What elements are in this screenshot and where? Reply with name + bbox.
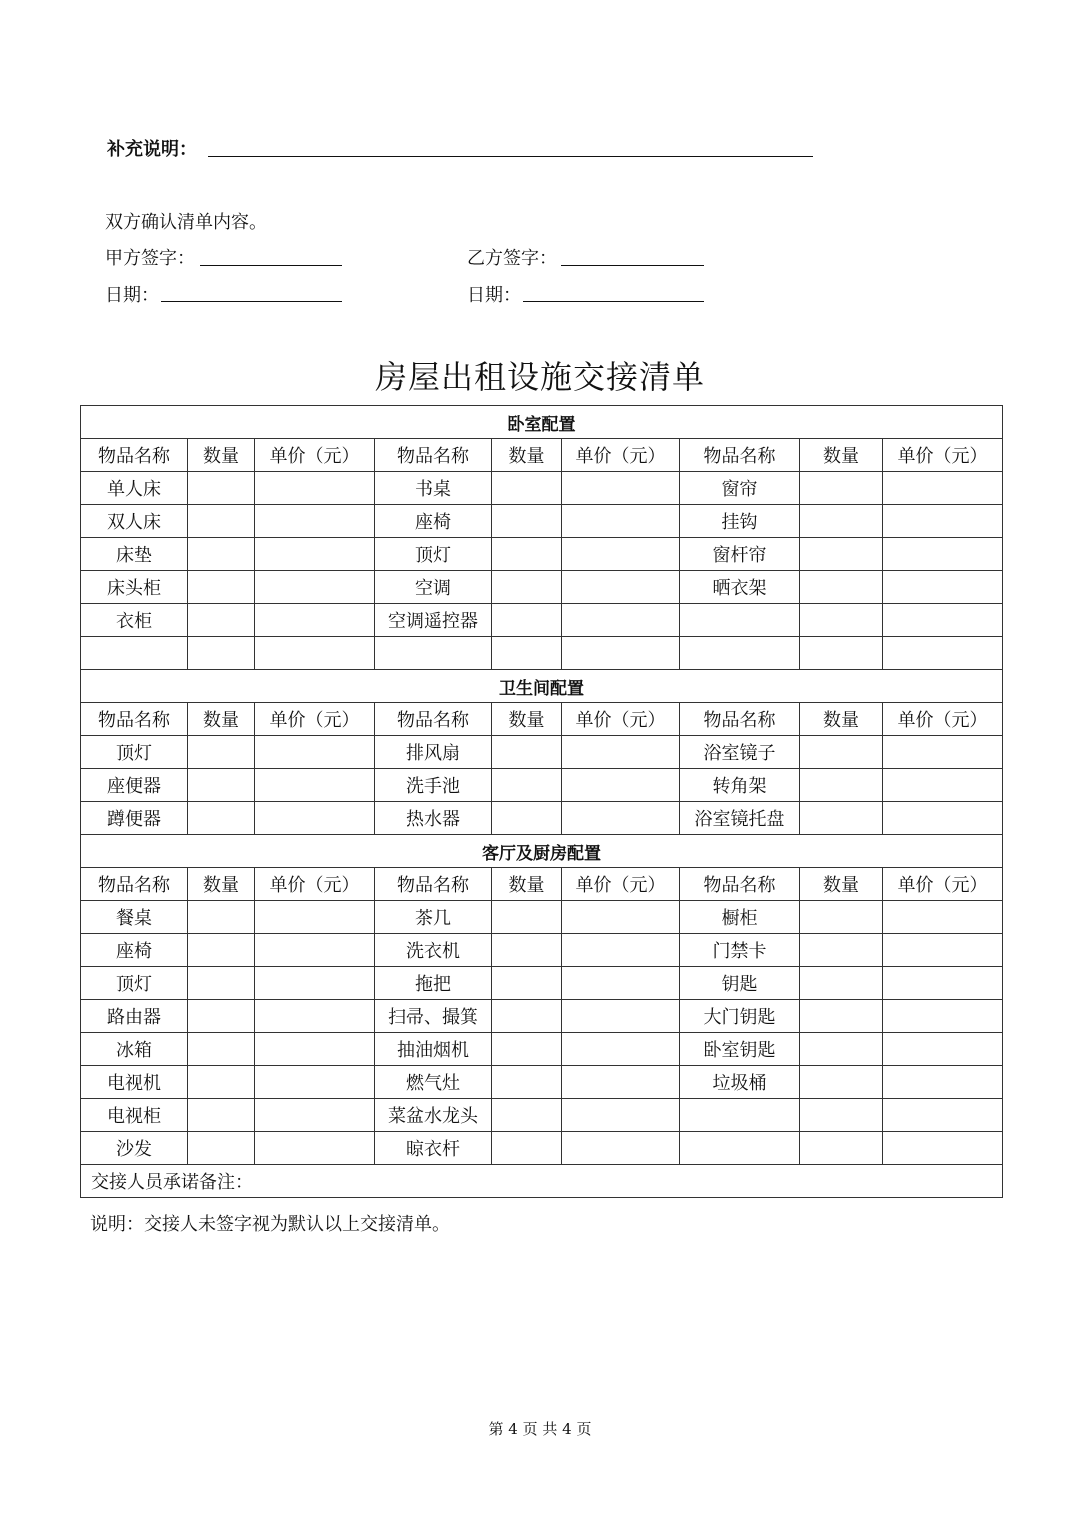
column-header: 单价（元）: [255, 703, 375, 736]
column-header: 单价（元）: [562, 703, 680, 736]
table-row: [81, 571, 1003, 604]
confirm-text: 双方确认清单内容。: [105, 212, 267, 233]
item-name-cell: [680, 1132, 800, 1165]
unit-price-cell[interactable]: [883, 769, 1003, 802]
quantity-cell[interactable]: [188, 1099, 255, 1132]
quantity-cell[interactable]: [800, 1066, 883, 1099]
item-name-cell: 窗帘: [680, 472, 800, 505]
column-header: 数量: [188, 868, 255, 901]
table-row: [81, 1132, 1003, 1165]
item-name-cell: 菜盆水龙头: [375, 1099, 492, 1132]
item-name-cell: 冰箱: [81, 1033, 188, 1066]
unit-price-cell[interactable]: [562, 1066, 680, 1099]
quantity-cell[interactable]: [492, 505, 562, 538]
item-name-cell: 浴室镜子: [680, 736, 800, 769]
table-row: [81, 505, 1003, 538]
item-name-cell: 橱柜: [680, 901, 800, 934]
unit-price-cell[interactable]: [562, 1033, 680, 1066]
supplement-input-line[interactable]: [208, 156, 813, 157]
column-header: 物品名称: [680, 703, 800, 736]
unit-price-cell[interactable]: [255, 1066, 375, 1099]
note-text: 说明：交接人未签字视为默认以上交接清单。: [90, 1214, 450, 1235]
item-name-cell: 挂钩: [680, 505, 800, 538]
item-name-cell: 拖把: [375, 967, 492, 1000]
unit-price-cell[interactable]: [883, 571, 1003, 604]
quantity-cell[interactable]: [800, 736, 883, 769]
unit-price-cell[interactable]: [255, 967, 375, 1000]
item-name-cell: 衣柜: [81, 604, 188, 637]
quantity-cell[interactable]: [492, 1132, 562, 1165]
column-header: 物品名称: [81, 439, 188, 472]
document-title: 房屋出租设施交接清单: [374, 358, 705, 396]
item-name-cell: 抽油烟机: [375, 1033, 492, 1066]
quantity-cell[interactable]: [188, 637, 255, 670]
item-name-cell: 座便器: [81, 769, 188, 802]
table-row: [81, 637, 1003, 670]
item-name-cell: [680, 1099, 800, 1132]
table-row: [81, 967, 1003, 1000]
item-name-cell: 钥匙: [680, 967, 800, 1000]
unit-price-cell[interactable]: [255, 1099, 375, 1132]
unit-price-cell[interactable]: [562, 934, 680, 967]
unit-price-cell[interactable]: [883, 802, 1003, 835]
quantity-cell[interactable]: [492, 901, 562, 934]
unit-price-cell[interactable]: [883, 472, 1003, 505]
quantity-cell[interactable]: [492, 571, 562, 604]
remarks-cell[interactable]: 交接人员承诺备注：: [81, 1165, 1003, 1198]
item-name-cell: 电视机: [81, 1066, 188, 1099]
quantity-cell[interactable]: [492, 736, 562, 769]
quantity-cell[interactable]: [188, 571, 255, 604]
section-row: [81, 670, 1003, 703]
quantity-cell[interactable]: [188, 1066, 255, 1099]
quantity-cell[interactable]: [800, 604, 883, 637]
unit-price-cell[interactable]: [883, 637, 1003, 670]
column-header: 数量: [188, 439, 255, 472]
column-header: 物品名称: [680, 868, 800, 901]
section-title: 客厅及厨房配置: [81, 835, 1003, 868]
quantity-cell[interactable]: [188, 1132, 255, 1165]
quantity-cell[interactable]: [492, 538, 562, 571]
item-name-cell: 燃气灶: [375, 1066, 492, 1099]
item-name-cell: 排风扇: [375, 736, 492, 769]
quantity-cell[interactable]: [188, 901, 255, 934]
item-name-cell: 顶灯: [375, 538, 492, 571]
column-header: 单价（元）: [883, 868, 1003, 901]
unit-price-cell[interactable]: [562, 769, 680, 802]
item-name-cell: 顶灯: [81, 967, 188, 1000]
date-b-label: 日期：: [467, 285, 521, 306]
item-name-cell: 座椅: [375, 505, 492, 538]
header-row: [81, 703, 1003, 736]
date-b-line[interactable]: [523, 301, 704, 302]
item-name-cell: [375, 637, 492, 670]
unit-price-cell[interactable]: [562, 538, 680, 571]
quantity-cell[interactable]: [188, 736, 255, 769]
column-header: 物品名称: [81, 703, 188, 736]
date-a-label: 日期：: [105, 285, 159, 306]
column-header: 物品名称: [375, 439, 492, 472]
unit-price-cell[interactable]: [255, 901, 375, 934]
table-row: [81, 604, 1003, 637]
party-a-sign-line[interactable]: [200, 265, 342, 266]
unit-price-cell[interactable]: [883, 505, 1003, 538]
quantity-cell[interactable]: [188, 472, 255, 505]
item-name-cell: 顶灯: [81, 736, 188, 769]
unit-price-cell[interactable]: [562, 505, 680, 538]
section-title: 卧室配置: [81, 406, 1003, 439]
quantity-cell[interactable]: [800, 1132, 883, 1165]
unit-price-cell[interactable]: [255, 934, 375, 967]
item-name-cell: 垃圾桶: [680, 1066, 800, 1099]
table-row: [81, 802, 1003, 835]
unit-price-cell[interactable]: [255, 802, 375, 835]
quantity-cell[interactable]: [492, 604, 562, 637]
quantity-cell[interactable]: [800, 571, 883, 604]
column-header: 数量: [188, 703, 255, 736]
party-b-sign-line[interactable]: [561, 265, 704, 266]
section-title: 卫生间配置: [81, 670, 1003, 703]
column-header: 数量: [492, 439, 562, 472]
quantity-cell[interactable]: [188, 967, 255, 1000]
unit-price-cell[interactable]: [562, 571, 680, 604]
item-name-cell: 床垫: [81, 538, 188, 571]
table-row: [81, 1000, 1003, 1033]
quantity-cell[interactable]: [188, 538, 255, 571]
quantity-cell[interactable]: [800, 472, 883, 505]
header-row: [81, 868, 1003, 901]
column-header: 单价（元）: [883, 703, 1003, 736]
unit-price-cell[interactable]: [883, 967, 1003, 1000]
unit-price-cell[interactable]: [883, 1000, 1003, 1033]
remarks-row: [81, 1165, 1003, 1198]
unit-price-cell[interactable]: [255, 769, 375, 802]
item-name-cell: 座椅: [81, 934, 188, 967]
quantity-cell[interactable]: [188, 505, 255, 538]
quantity-cell[interactable]: [492, 934, 562, 967]
table-row: [81, 472, 1003, 505]
unit-price-cell[interactable]: [562, 901, 680, 934]
handover-table: [80, 405, 1003, 1198]
party-b-sign-label: 乙方签字：: [467, 248, 557, 269]
column-header: 物品名称: [375, 703, 492, 736]
header-row: [81, 439, 1003, 472]
quantity-cell[interactable]: [492, 1066, 562, 1099]
item-name-cell: 卧室钥匙: [680, 1033, 800, 1066]
quantity-cell[interactable]: [800, 934, 883, 967]
quantity-cell[interactable]: [188, 802, 255, 835]
item-name-cell: [680, 637, 800, 670]
unit-price-cell[interactable]: [255, 637, 375, 670]
quantity-cell[interactable]: [492, 967, 562, 1000]
unit-price-cell[interactable]: [562, 736, 680, 769]
column-header: 单价（元）: [883, 439, 1003, 472]
item-name-cell: 蹲便器: [81, 802, 188, 835]
unit-price-cell[interactable]: [562, 604, 680, 637]
unit-price-cell[interactable]: [562, 1000, 680, 1033]
item-name-cell: [81, 637, 188, 670]
item-name-cell: 双人床: [81, 505, 188, 538]
unit-price-cell[interactable]: [883, 934, 1003, 967]
quantity-cell[interactable]: [800, 637, 883, 670]
unit-price-cell[interactable]: [883, 901, 1003, 934]
section-row: [81, 406, 1003, 439]
unit-price-cell[interactable]: [255, 736, 375, 769]
table-row: [81, 769, 1003, 802]
item-name-cell: 书桌: [375, 472, 492, 505]
column-header: 单价（元）: [255, 868, 375, 901]
column-header: 物品名称: [680, 439, 800, 472]
column-header: 数量: [492, 703, 562, 736]
item-name-cell: 窗杆帘: [680, 538, 800, 571]
item-name-cell: 床头柜: [81, 571, 188, 604]
unit-price-cell[interactable]: [562, 1099, 680, 1132]
table-row: [81, 934, 1003, 967]
unit-price-cell[interactable]: [883, 736, 1003, 769]
column-header: 数量: [800, 703, 883, 736]
page-footer: 第 4 页 共 4 页: [488, 1420, 592, 1438]
table-row: [81, 1033, 1003, 1066]
unit-price-cell[interactable]: [255, 505, 375, 538]
item-name-cell: 晾衣杆: [375, 1132, 492, 1165]
column-header: 物品名称: [375, 868, 492, 901]
item-name-cell: 洗衣机: [375, 934, 492, 967]
unit-price-cell[interactable]: [562, 472, 680, 505]
item-name-cell: 餐桌: [81, 901, 188, 934]
quantity-cell[interactable]: [492, 1099, 562, 1132]
item-name-cell: 扫帚、撮箕: [375, 1000, 492, 1033]
item-name-cell: 路由器: [81, 1000, 188, 1033]
quantity-cell[interactable]: [800, 1000, 883, 1033]
unit-price-cell[interactable]: [255, 571, 375, 604]
unit-price-cell[interactable]: [255, 1132, 375, 1165]
item-name-cell: 热水器: [375, 802, 492, 835]
quantity-cell[interactable]: [492, 769, 562, 802]
unit-price-cell[interactable]: [562, 637, 680, 670]
table-row: [81, 736, 1003, 769]
table-row: [81, 1066, 1003, 1099]
column-header: 物品名称: [81, 868, 188, 901]
unit-price-cell[interactable]: [562, 967, 680, 1000]
column-header: 数量: [800, 439, 883, 472]
unit-price-cell[interactable]: [883, 1099, 1003, 1132]
quantity-cell[interactable]: [800, 802, 883, 835]
column-header: 数量: [800, 868, 883, 901]
unit-price-cell[interactable]: [883, 1066, 1003, 1099]
unit-price-cell[interactable]: [883, 604, 1003, 637]
column-header: 单价（元）: [562, 868, 680, 901]
party-a-sign-label: 甲方签字：: [105, 248, 195, 269]
quantity-cell[interactable]: [800, 967, 883, 1000]
item-name-cell: 空调遥控器: [375, 604, 492, 637]
unit-price-cell[interactable]: [562, 802, 680, 835]
item-name-cell: 门禁卡: [680, 934, 800, 967]
quantity-cell[interactable]: [188, 934, 255, 967]
quantity-cell[interactable]: [800, 1033, 883, 1066]
item-name-cell: 洗手池: [375, 769, 492, 802]
quantity-cell[interactable]: [492, 1000, 562, 1033]
unit-price-cell[interactable]: [883, 1033, 1003, 1066]
item-name-cell: 转角架: [680, 769, 800, 802]
item-name-cell: [680, 604, 800, 637]
unit-price-cell[interactable]: [883, 538, 1003, 571]
date-a-line[interactable]: [161, 301, 342, 302]
item-name-cell: 电视柜: [81, 1099, 188, 1132]
unit-price-cell[interactable]: [883, 1132, 1003, 1165]
item-name-cell: 晒衣架: [680, 571, 800, 604]
item-name-cell: 单人床: [81, 472, 188, 505]
unit-price-cell[interactable]: [255, 538, 375, 571]
table-row: [81, 538, 1003, 571]
unit-price-cell[interactable]: [255, 604, 375, 637]
quantity-cell[interactable]: [492, 1033, 562, 1066]
unit-price-cell[interactable]: [255, 1000, 375, 1033]
quantity-cell[interactable]: [492, 802, 562, 835]
supplement-label: 补充说明：: [107, 139, 197, 160]
quantity-cell[interactable]: [800, 901, 883, 934]
table-row: [81, 1099, 1003, 1132]
quantity-cell[interactable]: [188, 769, 255, 802]
column-header: 数量: [492, 868, 562, 901]
unit-price-cell[interactable]: [255, 472, 375, 505]
table-row: [81, 901, 1003, 934]
quantity-cell[interactable]: [188, 604, 255, 637]
quantity-cell[interactable]: [188, 1000, 255, 1033]
quantity-cell[interactable]: [492, 637, 562, 670]
quantity-cell[interactable]: [800, 538, 883, 571]
item-name-cell: 空调: [375, 571, 492, 604]
section-row: [81, 835, 1003, 868]
column-header: 单价（元）: [255, 439, 375, 472]
unit-price-cell[interactable]: [255, 1033, 375, 1066]
quantity-cell[interactable]: [492, 472, 562, 505]
column-header: 单价（元）: [562, 439, 680, 472]
quantity-cell[interactable]: [800, 505, 883, 538]
quantity-cell[interactable]: [800, 769, 883, 802]
item-name-cell: 沙发: [81, 1132, 188, 1165]
item-name-cell: 大门钥匙: [680, 1000, 800, 1033]
item-name-cell: 茶几: [375, 901, 492, 934]
quantity-cell[interactable]: [800, 1099, 883, 1132]
item-name-cell: 浴室镜托盘: [680, 802, 800, 835]
unit-price-cell[interactable]: [562, 1132, 680, 1165]
quantity-cell[interactable]: [188, 1033, 255, 1066]
